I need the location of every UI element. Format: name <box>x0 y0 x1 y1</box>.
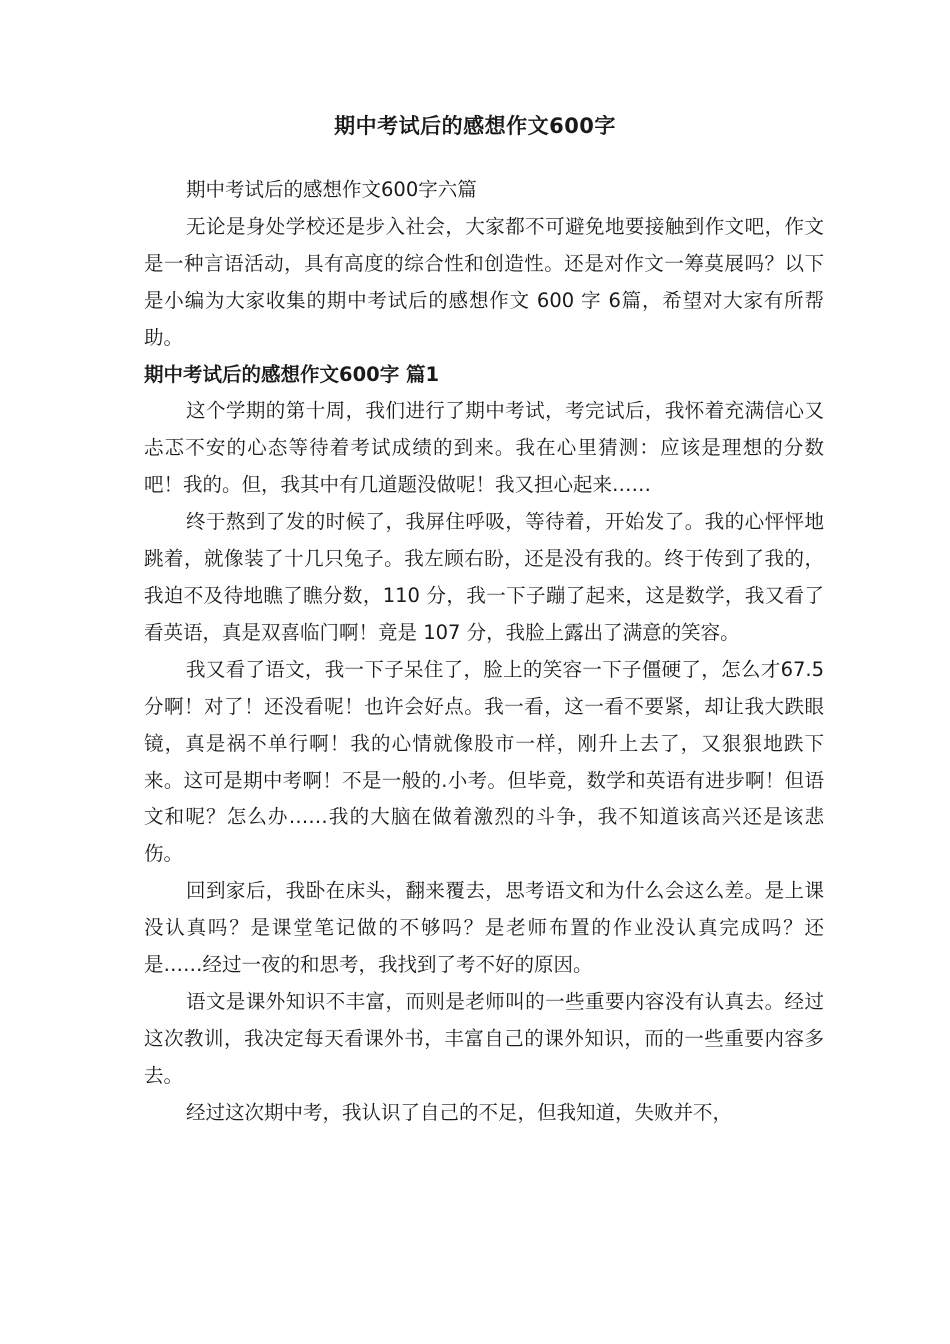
body-paragraph: 终于熬到了发的时候了，我屏住呼吸，等待着，开始发了。我的心怦怦地跳着，就像装了十几只兔子。我左顾右盼，还是没有我的。终于传到了我的，我迫不及待地瞧了瞧分数，110 分，我一下子蹦了起来，这是数学，我又看了看英语，真是双喜临门啊！竟是 107 分，我脸上露出了满意的笑容。 <box>144 510 824 644</box>
body-paragraph: 语文是课外知识不丰富，而则是老师叫的一些重要内容没有认真去。经过这次教训，我决定每天看课外书，丰富自己的课外知识，而的一些重要内容多去。 <box>144 989 824 1087</box>
body-paragraph: 我又看了语文，我一下子呆住了，脸上的笑容一下子僵硬了，怎么才67.5分啊！对了！还没看呢！也许会好点。我一看，这一看不要紧，却让我大跌眼镜，真是祸不单行啊！我的心情就像股市一样，刚升上去了，又狠狠地跌下来。这可是期中考啊！不是一般的.小考。但毕竟，数学和英语有进步啊！但语文和呢？怎么办……我的大脑在做着激烈的斗争，我不知道该高兴还是该悲伤。 <box>144 657 824 866</box>
body-paragraph: 回到家后，我卧在床头，翻来覆去，思考语文和为什么会这么差。是上课没认真吗？是课堂笔记做的不够吗？是老师布置的作业没认真完成吗？还是……经过一夜的和思考，我找到了考不好的原因。 <box>144 879 824 977</box>
document-body <box>144 172 824 1132</box>
section-heading: 期中考试后的感想作文600字 篇1 <box>144 362 440 386</box>
body-paragraph: 这个学期的第十周，我们进行了期中考试，考完试后，我怀着充满信心又忐忑不安的心态等待着考试成绩的到来。我在心里猜测：应该是理想的分数吧！我的。但，我其中有几道题没做呢！我又担心起来…… <box>144 399 824 497</box>
intro-paragraph: 无论是身处学校还是步入社会，大家都不可避免地要接触到作文吧，作文是一种言语活动，具有高度的综合性和创造性。还是对作文一筹莫展吗？以下是小编为大家收集的期中考试后的感想作文 600 字 6篇，希望对大家有所帮助。 <box>144 214 824 349</box>
document-title: 期中考试后的感想作文600字 <box>334 114 616 138</box>
body-paragraph: 经过这次期中考，我认识了自己的不足，但我知道，失败并不， <box>186 1100 733 1124</box>
subtitle-paragraph: 期中考试后的感想作文600字六篇 <box>186 178 477 201</box>
